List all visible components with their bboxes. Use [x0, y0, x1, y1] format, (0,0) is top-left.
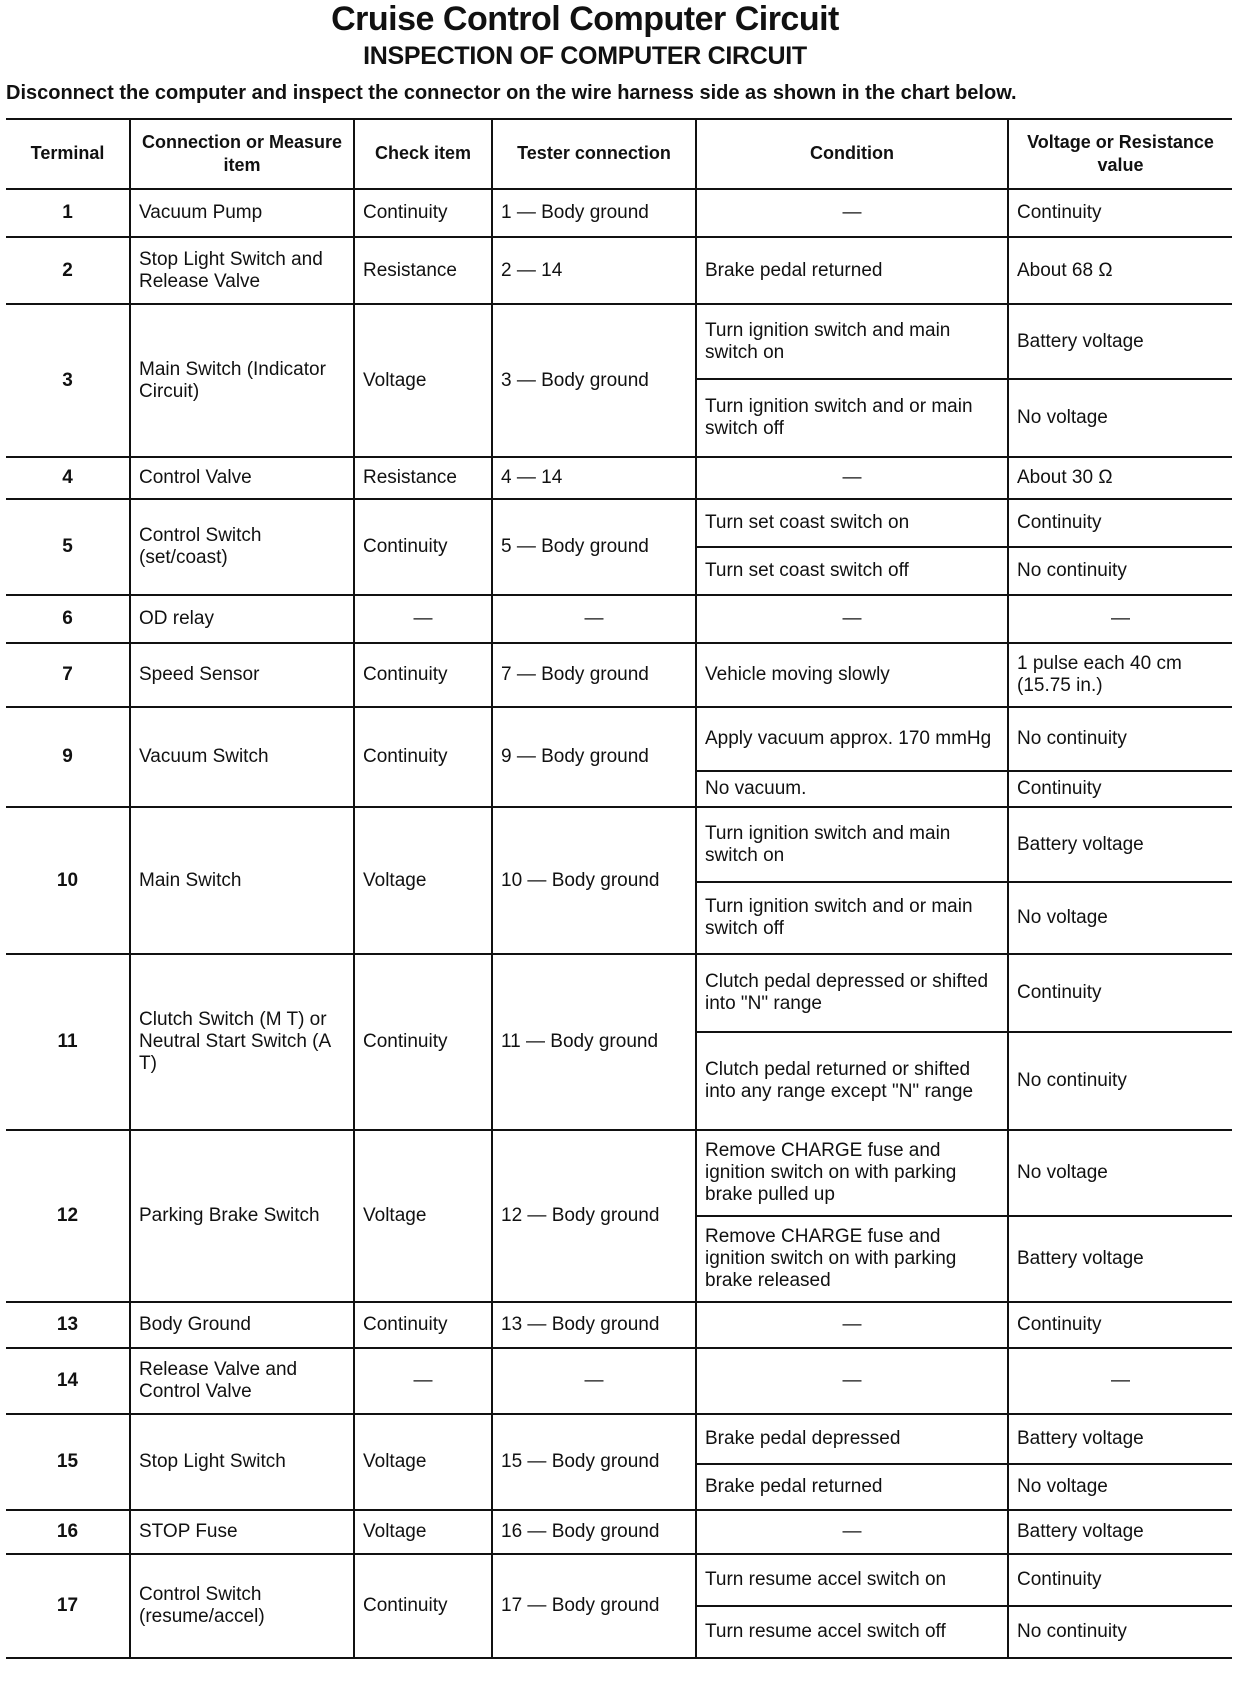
tester-connection-cell: 16 — Body ground: [492, 1510, 696, 1554]
connection-cell: Main Switch: [130, 807, 354, 954]
condition-cell: Clutch pedal returned or shifted into any range except "N" range: [696, 1032, 1008, 1130]
table-row: [6, 595, 1232, 643]
condition-cell: Brake pedal returned: [696, 237, 1008, 304]
value-cell: No voltage: [1008, 1464, 1232, 1510]
condition-cell: —: [696, 595, 1008, 643]
terminal-cell: 17: [6, 1554, 130, 1658]
terminal-cell: 15: [6, 1414, 130, 1510]
table-row: [6, 1554, 1232, 1606]
tester-connection-cell: —: [492, 1348, 696, 1414]
tester-connection-cell: 17 — Body ground: [492, 1554, 696, 1658]
connection-cell: Stop Light Switch: [130, 1414, 354, 1510]
connection-cell: Control Switch (set/coast): [130, 499, 354, 595]
table-row: [6, 237, 1232, 304]
value-cell: No continuity: [1008, 1032, 1232, 1130]
condition-cell: Turn ignition switch and or main switch off: [696, 882, 1008, 954]
value-cell: No voltage: [1008, 379, 1232, 457]
tester-connection-cell: 12 — Body ground: [492, 1130, 696, 1302]
check-item-cell: Continuity: [354, 1554, 492, 1658]
header-condition: Condition: [696, 119, 1008, 189]
table-row: [6, 499, 1232, 547]
terminal-cell: 4: [6, 457, 130, 499]
condition-cell: Turn set coast switch on: [696, 499, 1008, 547]
value-cell: No continuity: [1008, 707, 1232, 771]
condition-cell: Remove CHARGE fuse and ignition switch on with parking brake pulled up: [696, 1130, 1008, 1216]
terminal-cell: 13: [6, 1302, 130, 1348]
connection-cell: Control Valve: [130, 457, 354, 499]
terminal-cell: 12: [6, 1130, 130, 1302]
condition-cell: Turn resume accel switch on: [696, 1554, 1008, 1606]
condition-cell: No vacuum.: [696, 771, 1008, 807]
tester-connection-cell: 7 — Body ground: [492, 643, 696, 707]
condition-cell: Turn ignition switch and main switch on: [696, 304, 1008, 379]
value-cell: Continuity: [1008, 499, 1232, 547]
condition-cell: —: [696, 1510, 1008, 1554]
value-cell: —: [1008, 1348, 1232, 1414]
page-subtitle: INSPECTION OF COMPUTER CIRCUIT: [363, 42, 807, 70]
page-title: Cruise Control Computer Circuit: [331, 0, 839, 38]
tester-connection-cell: 15 — Body ground: [492, 1414, 696, 1510]
table-row: [6, 807, 1232, 882]
connection-cell: Parking Brake Switch: [130, 1130, 354, 1302]
terminal-cell: 10: [6, 807, 130, 954]
check-item-cell: Continuity: [354, 1302, 492, 1348]
connection-cell: Main Switch (Indicator Circuit): [130, 304, 354, 457]
value-cell: About 30 Ω: [1008, 457, 1232, 499]
table-row: [6, 457, 1232, 499]
connection-cell: Body Ground: [130, 1302, 354, 1348]
check-item-cell: Continuity: [354, 643, 492, 707]
terminal-cell: 5: [6, 499, 130, 595]
terminal-cell: 3: [6, 304, 130, 457]
value-cell: Battery voltage: [1008, 807, 1232, 882]
value-cell: Battery voltage: [1008, 304, 1232, 379]
value-cell: No continuity: [1008, 1606, 1232, 1658]
check-item-cell: Voltage: [354, 304, 492, 457]
table-row: [6, 1130, 1232, 1216]
terminal-cell: 2: [6, 237, 130, 304]
table-row: [6, 1302, 1232, 1348]
value-cell: Battery voltage: [1008, 1414, 1232, 1464]
value-cell: About 68 Ω: [1008, 237, 1232, 304]
tester-connection-cell: 13 — Body ground: [492, 1302, 696, 1348]
table-row: [6, 1348, 1232, 1414]
connection-cell: OD relay: [130, 595, 354, 643]
check-item-cell: Resistance: [354, 457, 492, 499]
value-cell: Continuity: [1008, 1302, 1232, 1348]
condition-cell: —: [696, 1302, 1008, 1348]
tester-connection-cell: 4 — 14: [492, 457, 696, 499]
connection-cell: Release Valve and Control Valve: [130, 1348, 354, 1414]
check-item-cell: —: [354, 1348, 492, 1414]
tester-connection-cell: —: [492, 595, 696, 643]
tester-connection-cell: 9 — Body ground: [492, 707, 696, 807]
condition-cell: —: [696, 1348, 1008, 1414]
header-connection: Connection or Measure item: [130, 119, 354, 189]
tester-connection-cell: 5 — Body ground: [492, 499, 696, 595]
check-item-cell: Voltage: [354, 1414, 492, 1510]
connection-cell: Vacuum Switch: [130, 707, 354, 807]
terminal-cell: 6: [6, 595, 130, 643]
check-item-cell: Continuity: [354, 499, 492, 595]
check-item-cell: Continuity: [354, 707, 492, 807]
table-header-row: [6, 119, 1232, 189]
condition-cell: Turn ignition switch and main switch on: [696, 807, 1008, 882]
condition-cell: Remove CHARGE fuse and ignition switch on with parking brake released: [696, 1216, 1008, 1302]
condition-cell: Vehicle moving slowly: [696, 643, 1008, 707]
value-cell: Battery voltage: [1008, 1216, 1232, 1302]
tester-connection-cell: 3 — Body ground: [492, 304, 696, 457]
condition-cell: —: [696, 457, 1008, 499]
connection-cell: Clutch Switch (M T) or Neutral Start Switch (A T): [130, 954, 354, 1130]
check-item-cell: —: [354, 595, 492, 643]
value-cell: Continuity: [1008, 189, 1232, 237]
header-terminal: Terminal: [6, 119, 130, 189]
condition-cell: Turn resume accel switch off: [696, 1606, 1008, 1658]
check-item-cell: Continuity: [354, 954, 492, 1130]
check-item-cell: Voltage: [354, 1510, 492, 1554]
value-cell: 1 pulse each 40 cm (15.75 in.): [1008, 643, 1232, 707]
value-cell: Continuity: [1008, 1554, 1232, 1606]
connection-cell: Control Switch (resume/accel): [130, 1554, 354, 1658]
value-cell: —: [1008, 595, 1232, 643]
tester-connection-cell: 1 — Body ground: [492, 189, 696, 237]
condition-cell: Clutch pedal depressed or shifted into "N" range: [696, 954, 1008, 1032]
header-check-item: Check item: [354, 119, 492, 189]
tester-connection-cell: 10 — Body ground: [492, 807, 696, 954]
check-item-cell: Resistance: [354, 237, 492, 304]
terminal-cell: 16: [6, 1510, 130, 1554]
condition-cell: Brake pedal depressed: [696, 1414, 1008, 1464]
check-item-cell: Continuity: [354, 189, 492, 237]
connection-cell: Vacuum Pump: [130, 189, 354, 237]
table-row: [6, 304, 1232, 379]
intro-text: Disconnect the computer and inspect the connector on the wire harness side as shown in the chart below.: [6, 82, 1017, 104]
table-row: [6, 954, 1232, 1032]
check-item-cell: Voltage: [354, 807, 492, 954]
tester-connection-cell: 11 — Body ground: [492, 954, 696, 1130]
terminal-cell: 7: [6, 643, 130, 707]
header-tester-connection: Tester connection: [492, 119, 696, 189]
terminal-cell: 14: [6, 1348, 130, 1414]
terminal-cell: 9: [6, 707, 130, 807]
value-cell: Battery voltage: [1008, 1510, 1232, 1554]
tester-connection-cell: 2 — 14: [492, 237, 696, 304]
condition-cell: Apply vacuum approx. 170 mmHg: [696, 707, 1008, 771]
terminal-cell: 1: [6, 189, 130, 237]
condition-cell: —: [696, 189, 1008, 237]
condition-cell: Turn set coast switch off: [696, 547, 1008, 595]
connection-cell: Speed Sensor: [130, 643, 354, 707]
connection-cell: Stop Light Switch and Release Valve: [130, 237, 354, 304]
header-value: Voltage or Resistance value: [1008, 119, 1232, 189]
table-row: [6, 643, 1232, 707]
inspection-table: [6, 118, 1232, 1659]
table-row: [6, 189, 1232, 237]
table-row: [6, 707, 1232, 771]
check-item-cell: Voltage: [354, 1130, 492, 1302]
value-cell: Continuity: [1008, 954, 1232, 1032]
condition-cell: Brake pedal returned: [696, 1464, 1008, 1510]
table-row: [6, 1414, 1232, 1464]
value-cell: No voltage: [1008, 1130, 1232, 1216]
value-cell: No voltage: [1008, 882, 1232, 954]
terminal-cell: 11: [6, 954, 130, 1130]
value-cell: No continuity: [1008, 547, 1232, 595]
table-row: [6, 1510, 1232, 1554]
connection-cell: STOP Fuse: [130, 1510, 354, 1554]
value-cell: Continuity: [1008, 771, 1232, 807]
condition-cell: Turn ignition switch and or main switch off: [696, 379, 1008, 457]
